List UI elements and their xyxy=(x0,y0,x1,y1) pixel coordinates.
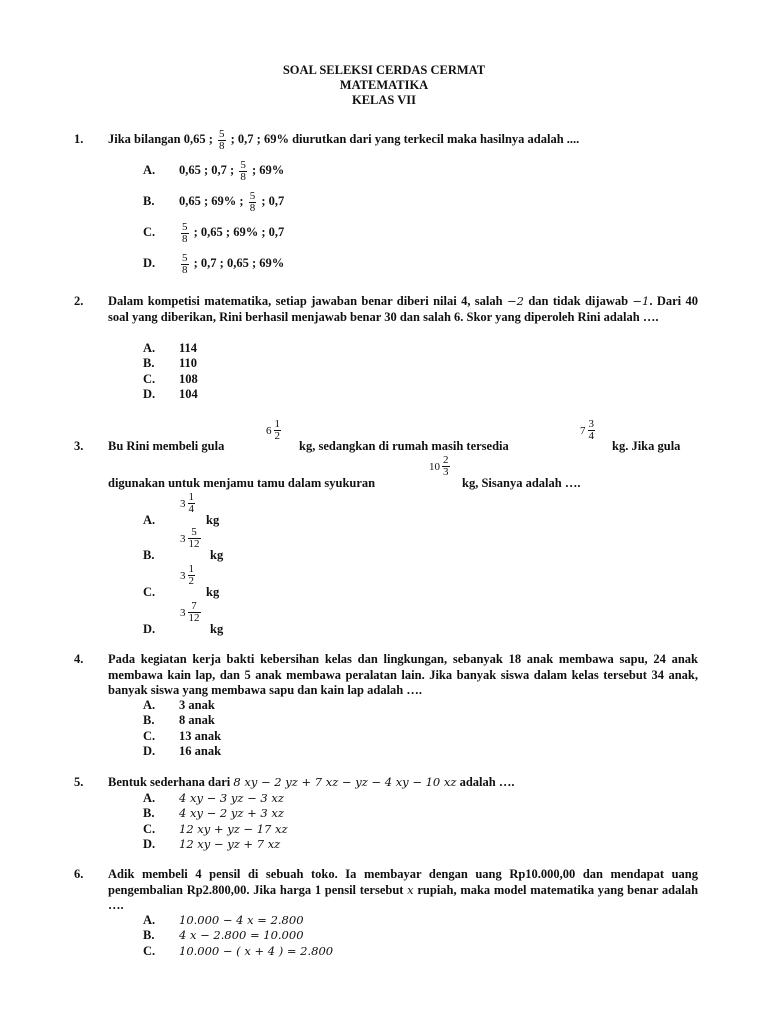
q1-option-b-label: B. xyxy=(143,194,155,208)
q6-option-c-label: C. xyxy=(143,944,156,958)
q4-option-d: 16 anak xyxy=(179,744,222,758)
q4-option-c: 13 anak xyxy=(179,729,222,743)
q1-text: Jika bilangan 0,65 ; $\frac{5}{8}$ ; 0,7 ; 69% diurutkan dari yang terkecil maka hasilnya adalah .... xyxy=(108,127,580,152)
q3-option-b-fraction: 3 $\frac{5}{12}$ xyxy=(180,526,200,550)
q5-option-d: 12 xy − yz + 7 xz xyxy=(179,837,281,851)
q3-fraction-2: 7 $\frac{3}{4}$ xyxy=(580,418,594,442)
q6-option-a-label: A. xyxy=(143,913,156,927)
q1-number: 1. xyxy=(74,132,84,146)
q6-option-b-label: B. xyxy=(143,928,155,942)
q3-option-c-unit: kg xyxy=(206,585,220,599)
q1-option-d-label: D. xyxy=(143,256,156,270)
q3-option-d-label: D. xyxy=(143,622,156,636)
q2-option-c-label: C. xyxy=(143,372,156,386)
q1-option-c: $\frac{5}{8}$ ; 0,65 ; 69% ; 0,7 xyxy=(182,220,285,245)
q2-option-b: 110 xyxy=(179,356,198,370)
q2-option-a: 114 xyxy=(179,341,198,355)
q6-option-b: 4 x − 2.800 = 10.000 xyxy=(179,928,304,942)
q2-option-b-label: B. xyxy=(143,356,155,370)
q6-option-c: 10.000 − ( x + 4 ) = 2.800 xyxy=(179,944,334,958)
q6-text: Adik membeli 4 pensil di sebuah toko. Ia membayar dengan uang Rp10.000,00 dan mendapat uang pengembalian Rp2.800,00. Jika harga 1 pensil tersebut x rupiah, maka model matematika yang benar adalah …. xyxy=(108,867,699,912)
q5-option-b-label: B. xyxy=(143,806,155,820)
q1-option-a-label: A. xyxy=(143,163,156,177)
q1-option-c-label: C. xyxy=(143,225,156,239)
q3-option-b-label: B. xyxy=(143,548,155,562)
q2-option-a-label: A. xyxy=(143,341,156,355)
doc-title: SOAL SELEKSI CERDAS CERMAT xyxy=(282,63,486,77)
q3-option-d-unit: kg xyxy=(210,622,224,636)
q3-option-c-label: C. xyxy=(143,585,156,599)
q5-option-c: 12 xy + yz − 17 xz xyxy=(179,822,288,836)
q4-option-c-label: C. xyxy=(143,729,156,743)
q3-option-a-fraction: 3 $\frac{1}{4}$ xyxy=(180,491,194,515)
q5-option-b: 4 xy − 2 yz + 3 xz xyxy=(179,806,284,820)
doc-subject: MATEMATIKA xyxy=(339,78,429,92)
q5-text: Bentuk sederhana dari 8 xy − 2 yz + 7 xz − yz − 4 xy − 10 xz adalah …. xyxy=(108,775,515,789)
q3-number: 3. xyxy=(74,439,84,453)
q3-text-2: kg, sedangkan di rumah masih tersedia xyxy=(299,439,509,453)
q3-text-4: digunakan untuk menjamu tamu dalam syukuran xyxy=(108,476,376,490)
q6-number: 6. xyxy=(74,867,84,881)
q3-text-1: Bu Rini membeli gula xyxy=(108,439,225,453)
q5-option-c-label: C. xyxy=(143,822,156,836)
q4-option-d-label: D. xyxy=(143,744,156,758)
q4-option-b-label: B. xyxy=(143,713,155,727)
q5-option-a: 4 xy − 3 yz − 3 xz xyxy=(179,791,284,805)
q3-option-c-fraction: 3 $\frac{1}{2}$ xyxy=(180,563,194,587)
q4-option-a: 3 anak xyxy=(179,698,215,712)
q2-option-d-label: D. xyxy=(143,387,156,401)
q3-fraction-1: 6 $\frac{1}{2}$ xyxy=(266,418,280,442)
q5-option-d-label: D. xyxy=(143,837,156,851)
q3-text-3: kg. Jika gula xyxy=(612,439,681,453)
q6-option-a: 10.000 − 4 x = 2.800 xyxy=(179,913,304,927)
q4-number: 4. xyxy=(74,652,84,666)
q4-option-a-label: A. xyxy=(143,698,156,712)
q3-fraction-3: 10 $\frac{2}{3}$ xyxy=(429,454,449,478)
q2-text: Dalam kompetisi matematika, setiap jawaban benar diberi nilai 4, salah −2 dan tidak dijawab −1. Dari 40 soal yang diberikan, Rini berhasil menjawab benar 30 dan salah 6. Skor yang diperoleh Rini adalah …. xyxy=(108,294,699,324)
q2-option-d: 104 xyxy=(179,387,198,401)
q4-text: Pada kegiatan kerja bakti kebersihan kelas dan lingkungan, sebanyak 18 anak membawa sapu, 24 anak membawa kain lap, dan 5 anak membawa peralatan lain. Jika banyak siswa dalam kelas tersebut 34 anak, banyak siswa yang membawa sapu dan kain lap adalah …. xyxy=(108,652,698,697)
q3-option-d-fraction: 3 $\frac{7}{12}$ xyxy=(180,600,200,624)
doc-class: KELAS VII xyxy=(351,93,417,107)
q5-number: 5. xyxy=(74,775,84,789)
q3-option-b-unit: kg xyxy=(210,548,224,562)
q3-text-5: kg, Sisanya adalah …. xyxy=(462,476,581,490)
q1-option-a: 0,65 ; 0,7 ; $\frac{5}{8}$ ; 69% xyxy=(179,158,285,183)
q3-option-a-unit: kg xyxy=(206,513,220,527)
q5-option-a-label: A. xyxy=(143,791,156,805)
q1-option-d: $\frac{5}{8}$ ; 0,7 ; 0,65 ; 69% xyxy=(182,251,285,276)
q2-number: 2. xyxy=(74,294,84,308)
q2-option-c: 108 xyxy=(179,372,198,386)
q4-option-b: 8 anak xyxy=(179,713,215,727)
q1-option-b: 0,65 ; 69% ; $\frac{5}{8}$ ; 0,7 xyxy=(179,189,285,214)
q3-option-a-label: A. xyxy=(143,513,156,527)
